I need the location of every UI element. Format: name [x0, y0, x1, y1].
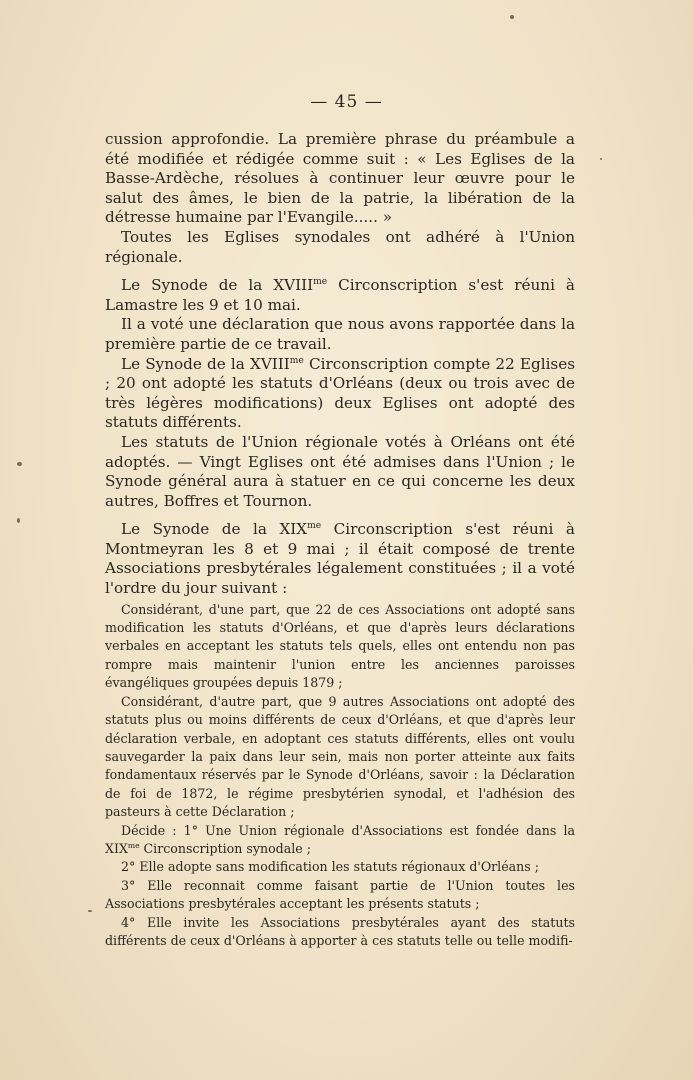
paragraph-union-statutes: Les statuts de l'Union régionale votés à Orléans ont été adoptés. — Vingt Eglises ont été admises dans l'Union ; le Synode général aura à statuer en ce qui concerne les deux autres, Boffres et Tournon.	[105, 432, 575, 510]
resolution-decides	[105, 822, 575, 859]
paragraph-preamble: cussion approfondie. La première phrase du préambule a été modifiée et rédigée comme suit : « Les Eglises de la Basse-Ardèche, résolues à continuer leur œuvre pour le salut des âmes, le bien de la patrie, la libération de la détresse humaine par l'Evangile..... »	[105, 130, 575, 227]
resolution-considering-1: Considérant, d'une part, que 22 de ces Associations ont adopté sans modification les statuts d'Orléans, et que d'après leurs déclarations verbales en acceptant les statuts tels quels, elles ont entendu non pas rompre mais maintenir l'union entre les anciennes paroisses évangéliques groupées depuis 1879 ;	[105, 601, 575, 691]
paragraph-text: Le Synode de la XVIII	[121, 354, 290, 373]
resolution-text: Circonscription synodale ;	[139, 840, 311, 856]
ordinal-superscript: me	[289, 355, 304, 366]
paragraph-synod-xix	[105, 520, 575, 598]
paragraph-synod-xviii-churches	[105, 355, 575, 433]
paper-speck	[88, 910, 92, 912]
paragraph-text: Circonscription s'est réuni à Lamastre les 9 et 10 mai.	[105, 276, 575, 314]
paper-speck	[510, 15, 514, 19]
paragraph-text: Circonscription compte 22 Eglises ; 20 ont adopté les statuts d'Orléans (deux ou trois avec de très légères modifications) deux Eglises ont adopté des statuts différents.	[105, 354, 576, 432]
paragraph-text: Le Synode de la XVIII	[121, 276, 314, 295]
paper-speck	[17, 518, 20, 523]
paragraph-adhesion: Toutes les Eglises synodales ont adhéré à l'Union régionale.	[105, 227, 575, 266]
paragraph-synod-xviii	[105, 276, 575, 315]
paragraph-text: Circonscription s'est réuni à Montmeyran les 8 et 9 mai ; il était composé de trente Associations presbytérales légalement constituées ; il a voté l'ordre du jour suivant :	[105, 520, 575, 598]
ordinal-superscript: me	[127, 840, 140, 850]
body-text	[105, 130, 575, 950]
resolution-item-2: 2° Elle adopte sans modification les statuts régionaux d'Orléans ;	[121, 859, 539, 875]
ordinal-superscript: me	[313, 277, 328, 288]
resolution-item-3: 3° Elle reconnait comme faisant partie de l'Union toutes les Associations presbytérales acceptant les présents statuts ;	[105, 877, 575, 912]
ordinal-superscript: me	[307, 521, 322, 532]
resolution-item-4: 4° Elle invite les Associations presbytérales ayant des statuts différents de ceux d'Orléans à apporter à ces statuts telle ou telle modifi-	[105, 914, 575, 948]
resolution-text: Décide : 1° Une Union régionale d'Associations est fondée dans la XIX	[105, 822, 575, 856]
paragraph-declaration: Il a voté une déclaration que nous avons rapportée dans la première partie de ce travail.	[105, 315, 575, 353]
paragraph-text: Le Synode de la XIX	[121, 520, 308, 539]
paper-speck	[17, 462, 22, 466]
page-number: — 45 —	[310, 92, 383, 112]
paper-speck	[600, 158, 602, 160]
resolution-considering-2: Considérant, d'autre part, que 9 autres Associations ont adopté des statuts plus ou moins différents de ceux d'Orléans, et que d'après leur déclaration verbale, en adoptant ces statuts différents, elles ont voulu sauvegarder la paix dans leur sein, mais non porter atteinte aux faits fondamentaux réservés par le Synode d'Orléans, savoir : la Déclaration de foi de 1872, le régime presbytérien synodal, et l'adhésion des pasteurs à cette Déclaration ;	[105, 693, 575, 820]
